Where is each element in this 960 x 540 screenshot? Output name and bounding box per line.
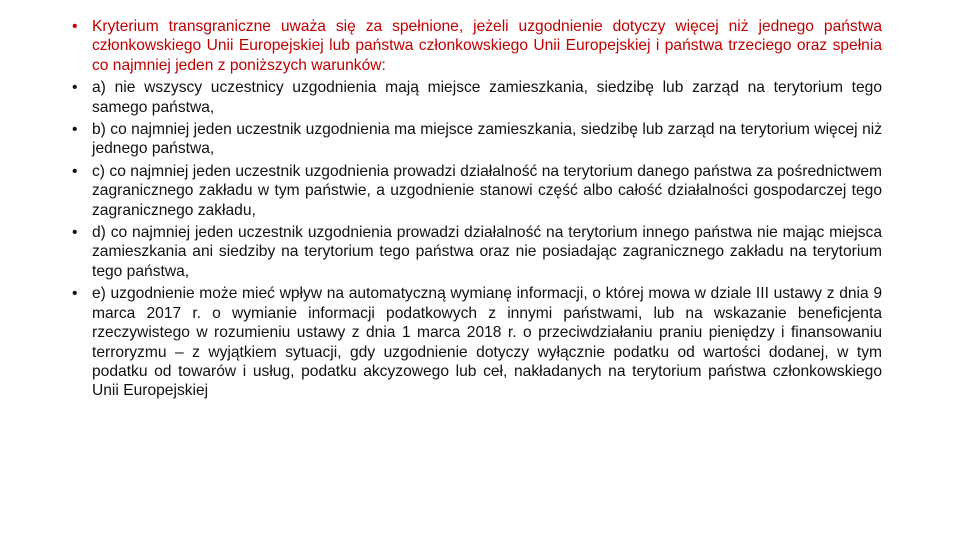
bullet-text: a) nie wszyscy uczestnicy uzgodnienia mają miejsce zamieszkania, siedzibę lub zarząd na terytorium tego samego państwa, (92, 79, 882, 116)
bullet-text: Kryterium transgraniczne uważa się za spełnione, jeżeli uzgodnienie dotyczy więcej niż jednego państwa członkowskiego Unii Europejskiej lub państwa członkowskiego Unii Europejskiej i państwa trzeciego oraz spełnia co najmniej jeden z poniższych warunków: (92, 18, 882, 74)
bullet-icon: • (72, 162, 78, 180)
bullet-icon: • (72, 121, 78, 139)
bullet-item-b (72, 120, 882, 159)
bullet-icon: • (72, 285, 78, 303)
bullet-icon: • (72, 79, 78, 97)
bullet-item-c (72, 162, 882, 220)
bullet-icon: • (72, 224, 78, 242)
bullet-item-a (72, 78, 882, 117)
bullet-text: d) co najmniej jeden uczestnik uzgodnienia prowadzi działalność na terytorium innego państwa nie mając miejsca zamieszkania ani siedziby na terytorium tego państwa oraz nie posiadając zagranicznego zakładu na terytorium tego państwa, (92, 224, 882, 280)
bullet-item-e (72, 284, 882, 400)
bullet-list (72, 17, 882, 404)
bullet-text: e) uzgodnienie może mieć wpływ na automatyczną wymianę informacji, o której mowa w dziale III ustawy z dnia 9 marca 2017 r. o wymianie informacji podatkowych z innymi państwami, lub na wskazanie beneficjenta rzeczywistego w rozumieniu ustawy z dnia 1 marca 2018 r. o przeciwdziałaniu praniu pieniędzy i finansowaniu terroryzmu – z wyjątkiem sytuacji, gdy uzgodnienie dotyczy wyłącznie podatku od wartości dodanej, w tym podatku od towarów i usług, podatku akcyzowego lub ceł, nakładanych na terytorium państwa członkowskiego Unii Europejskiej (92, 285, 882, 400)
bullet-item-d (72, 223, 882, 281)
bullet-item-criterion (72, 17, 882, 75)
bullet-icon: • (72, 18, 78, 35)
bullet-text: c) co najmniej jeden uczestnik uzgodnienia prowadzi działalność na terytorium danego państwa za pośrednictwem zagranicznego zakładu w tym państwie, a uzgodnienie stanowi część albo całość działalności gospodarczej tego zagranicznego zakładu, (92, 162, 882, 219)
bullet-text: b) co najmniej jeden uczestnik uzgodnienia ma miejsce zamieszkania, siedzibę lub zarząd na terytorium więcej niż jednego państwa, (92, 121, 882, 158)
